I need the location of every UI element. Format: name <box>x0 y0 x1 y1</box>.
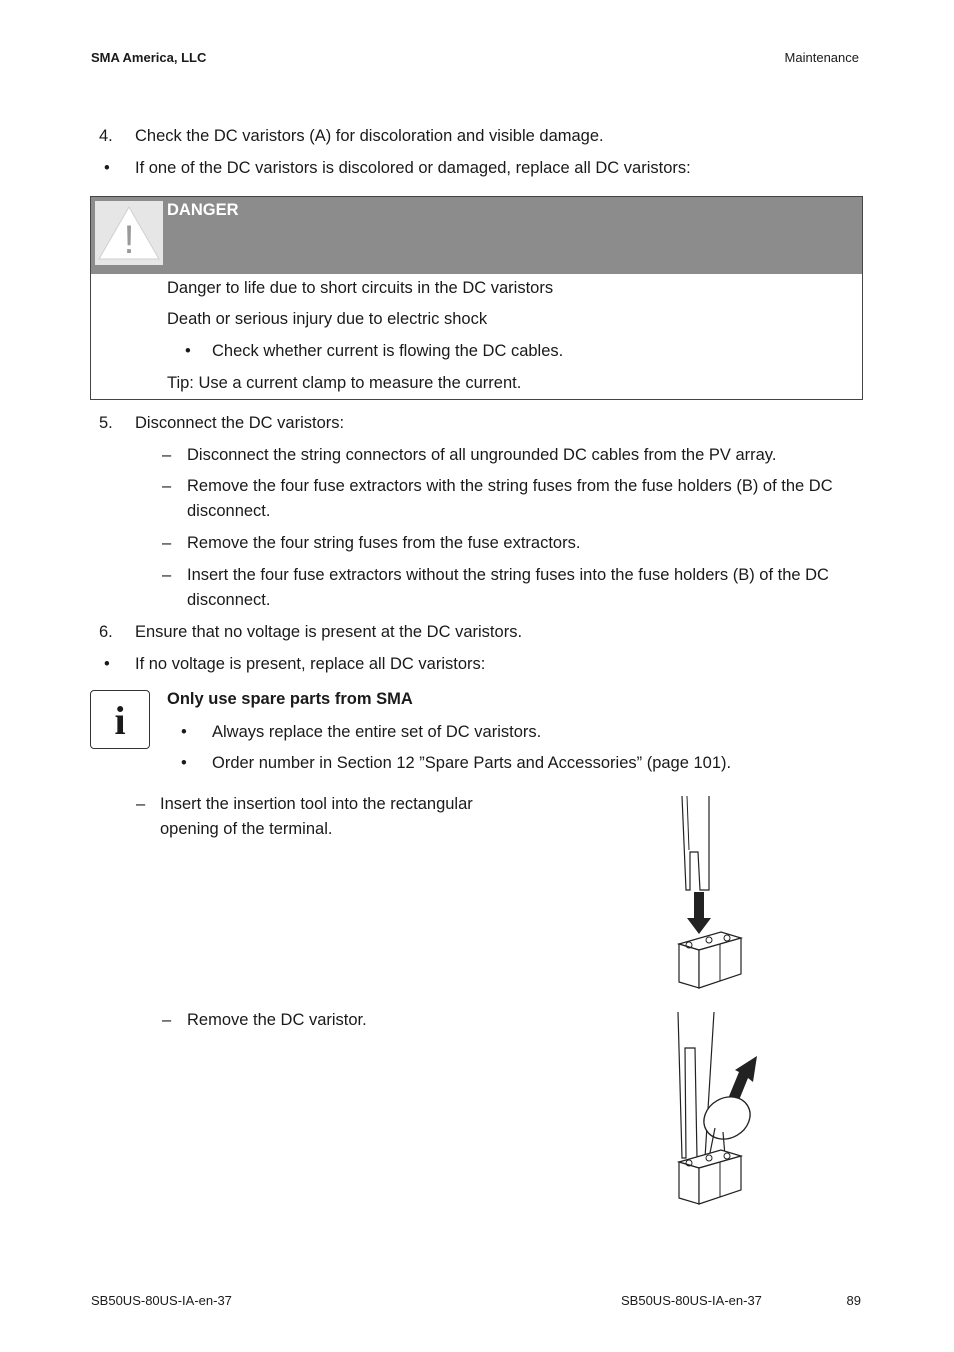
warning-triangle-icon <box>95 201 163 265</box>
danger-line-1: Danger to life due to short circuits in the DC varistors <box>167 279 554 297</box>
substep-3: Remove the four string fuses from the fuse extractors. <box>187 534 581 552</box>
step-5-number: 5. <box>99 414 113 432</box>
danger-header <box>91 197 862 274</box>
insertion-tool-illustration <box>665 792 760 992</box>
footer-doc-id-left: SB50US-80US-IA-en-37 <box>91 1293 232 1308</box>
header-company: SMA America, LLC <box>91 50 207 65</box>
danger-box <box>90 196 863 400</box>
step-4-text: Check the DC varistors (A) for discoloration and visible damage. <box>135 127 604 145</box>
dash-marker: – <box>136 795 146 813</box>
dash-marker: – <box>162 566 172 584</box>
step-6-number: 6. <box>99 623 113 641</box>
danger-bullet-marker: • <box>185 342 191 360</box>
insert-tool-text: Insert the insertion tool into the rectangular opening of the terminal. <box>160 795 473 838</box>
bullet-replace-text: If one of the DC varistors is discolored or damaged, replace all DC varistors: <box>135 159 691 177</box>
info-title: Only use spare parts from SMA <box>167 690 413 708</box>
substep-2: Remove the four fuse extractors with the string fuses from the fuse holders (B) of the DC disconnect. <box>187 477 833 520</box>
info-icon <box>90 690 150 749</box>
step-6-text: Ensure that no voltage is present at the DC varistors. <box>135 623 523 641</box>
danger-line-2: Death or serious injury due to electric shock <box>167 310 488 328</box>
info-bullet-1: Always replace the entire set of DC varistors. <box>212 723 542 741</box>
info-bullet-marker: • <box>181 754 187 772</box>
bullet-no-voltage-text: If no voltage is present, replace all DC varistors: <box>135 655 486 673</box>
bullet-marker: • <box>104 655 110 673</box>
exclamation-glyph: ! <box>123 218 135 262</box>
danger-tip: Tip: Use a current clamp to measure the current. <box>167 374 522 392</box>
remove-varistor-text: Remove the DC varistor. <box>187 1011 367 1029</box>
step-4-number: 4. <box>99 127 113 145</box>
step-5-text: Disconnect the DC varistors: <box>135 414 345 432</box>
substep-1: Disconnect the string connectors of all ungrounded DC cables from the PV array. <box>187 446 777 464</box>
dash-marker: – <box>162 1011 172 1029</box>
info-bullet-marker: • <box>181 723 187 741</box>
substep-4: Insert the four fuse extractors without the string fuses into the fuse holders (B) of the DC disconnect. <box>187 566 829 609</box>
info-bullet-2: Order number in Section 12 ”Spare Parts and Accessories” (page 101). <box>212 754 732 772</box>
remove-varistor-illustration <box>665 1008 765 1208</box>
danger-bullet-text: Check whether current is flowing the DC cables. <box>212 342 564 360</box>
info-letter: i <box>114 698 126 743</box>
footer-doc-id-right: SB50US-80US-IA-en-37 <box>621 1293 762 1308</box>
dash-marker: – <box>162 446 172 464</box>
bullet-marker: • <box>104 159 110 177</box>
header-section: Maintenance <box>784 50 859 65</box>
danger-title: DANGER <box>167 201 239 219</box>
page-number: 89 <box>846 1293 861 1308</box>
dash-marker: – <box>162 477 172 495</box>
dash-marker: – <box>162 534 172 552</box>
